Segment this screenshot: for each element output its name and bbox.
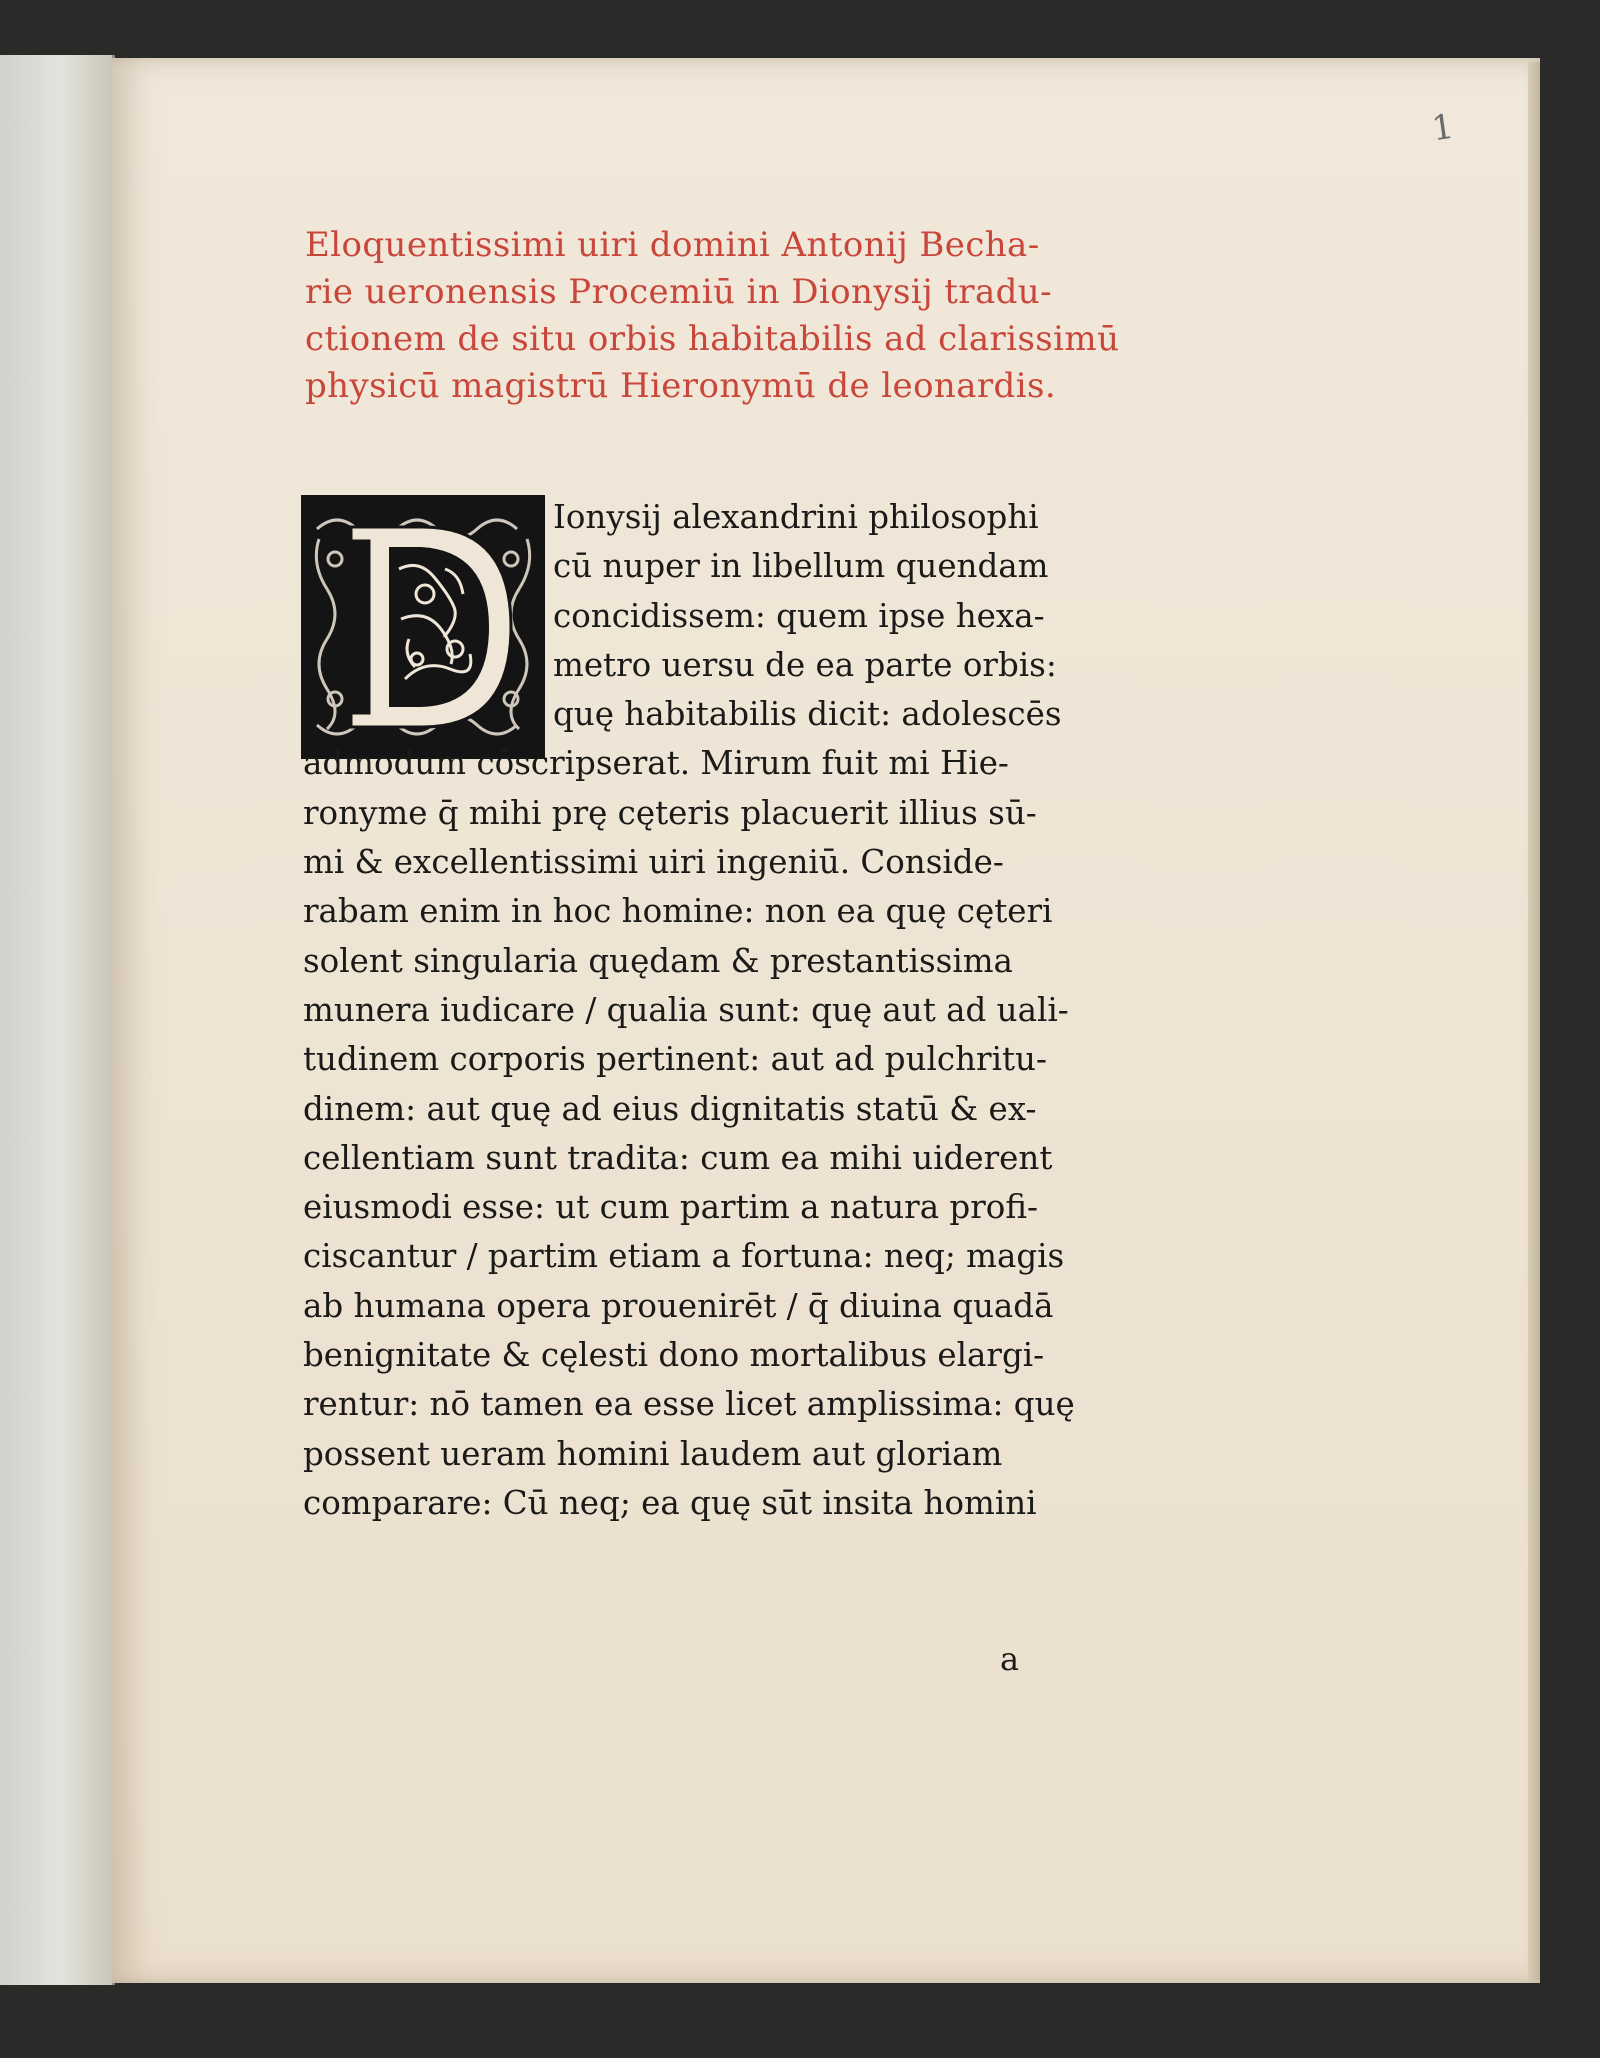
signature-mark: a <box>1000 1640 1020 1678</box>
text-line: ciscantur / partim etiam a fortuna: neq; magis <box>303 1237 1065 1276</box>
heading-line: physicū magistrū Hieronymū de leonardis. <box>305 366 1057 406</box>
text-line: benignitate & cęlesti dono mortalibus elargi- <box>303 1336 1045 1375</box>
facing-page-edge <box>0 55 115 1985</box>
text-line: ronyme q̄ mihi prę cęteris placuerit illius sū- <box>303 793 1037 832</box>
pencil-foliation-mark: 1 <box>1429 106 1457 150</box>
heading-line: rie ueronensis Procemiū in Dionysij tradu- <box>305 272 1052 312</box>
text-line: rentur: nō tamen ea esse licet amplissima: quę <box>303 1385 1075 1424</box>
text-line: cellentiam sunt tradita: cum ea mihi uiderent <box>303 1138 1053 1177</box>
text-line: Ionysij alexandrini philosophi <box>553 498 1039 536</box>
heading-line: ctionem de situ orbis habitabilis ad clarissimū <box>305 319 1120 359</box>
text-line: rabam enim in hoc homine: non ea quę cęteri <box>303 892 1053 931</box>
page-fore-edge <box>1528 62 1540 1980</box>
text-line: mi & excellentissimi uiri ingeniū. Conside- <box>303 843 1004 882</box>
text-line: munera iudicare / qualia sunt: quę aut ad uali- <box>303 990 1069 1029</box>
heading-line: Eloquentissimi uiri domini Antonij Becha- <box>305 225 1040 265</box>
text-line: metro uersu de ea parte orbis: <box>553 645 1057 684</box>
text-line: admodum cōscripserat. Mirum fuit mi Hie- <box>303 744 1009 783</box>
text-line: eiusmodi esse: ut cum partim a natura profi- <box>303 1188 1038 1227</box>
rubricated-heading <box>305 222 1125 410</box>
text-line: dinem: aut quę ad eius dignitatis statū & ex- <box>303 1089 1037 1128</box>
text-line: ab humana opera prouenirēt / q̄ diuina quadā <box>303 1286 1054 1325</box>
text-line: concidissem: quem ipse hexa- <box>553 596 1045 635</box>
text-line: comparare: Cū neq; ea quę sūt insita homini <box>303 1483 1037 1522</box>
text-line: possent ueram homini laudem aut gloriam <box>303 1434 1003 1473</box>
text-line: quę habitabilis dicit: adolescēs <box>553 695 1062 734</box>
text-line: cū nuper in libellum quendam <box>553 547 1049 586</box>
text-line: solent singularia quędam & prestantissima <box>303 941 1013 980</box>
body-text-block <box>303 493 1093 1528</box>
text-line: tudinem corporis pertinent: aut ad pulchritu- <box>303 1040 1047 1079</box>
